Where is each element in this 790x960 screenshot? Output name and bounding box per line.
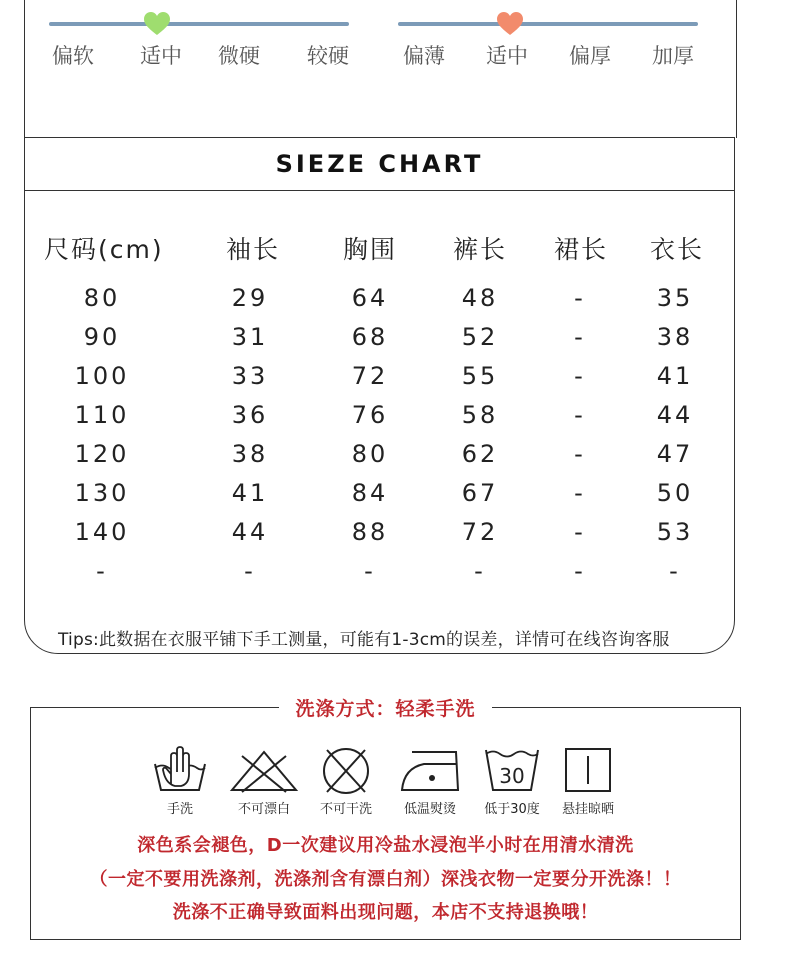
care-item-low-temp-iron	[385, 746, 475, 817]
table-cell: 140	[74, 518, 130, 546]
table-cell: -	[574, 557, 586, 585]
table-cell: 80	[351, 440, 389, 468]
softness-marker-heart-icon	[144, 12, 170, 36]
col-header-size: 尺码(cm)	[44, 235, 164, 264]
softness-scale-line	[49, 22, 349, 26]
table-cell: 90	[83, 323, 121, 351]
table-cell: 44	[656, 401, 694, 429]
table-cell: 36	[231, 401, 269, 429]
washing-notice-2: （一定不要用洗涤剂，洗涤剂含有漂白剂）深浅衣物一定要分开洗涤！！	[89, 869, 682, 890]
wash-30-label: 低于30度	[484, 802, 540, 817]
washing-instructions	[30, 698, 741, 940]
low-temp-iron-icon	[398, 746, 462, 794]
col-header-chest: 胸围	[343, 235, 398, 264]
table-cell: 130	[74, 479, 130, 507]
table-cell: 35	[656, 284, 694, 312]
col-header-pants: 裤长	[453, 235, 508, 264]
table-cell: -	[669, 557, 681, 585]
table-cell: 47	[656, 440, 694, 468]
table-cell: -	[574, 401, 586, 429]
table-cell: 53	[656, 518, 694, 546]
table-cell: 48	[461, 284, 499, 312]
thickness-label-2: 偏厚	[569, 44, 611, 68]
table-cell: 50	[656, 479, 694, 507]
care-item-hang-dry	[543, 746, 633, 817]
no-bleach-label: 不可漂白	[237, 802, 290, 817]
table-cell: 55	[461, 362, 499, 390]
col-header-length: 衣长	[650, 235, 705, 264]
care-item-no-bleach	[219, 746, 309, 817]
table-cell: 31	[231, 323, 269, 351]
hang-dry-icon	[563, 746, 613, 794]
table-cell: 62	[461, 440, 499, 468]
table-cell: 38	[231, 440, 269, 468]
table-cell: -	[244, 557, 256, 585]
table-cell: 120	[74, 440, 130, 468]
size-chart-tips: Tips:此数据在衣服平铺下手工测量，可能有1-3cm的误差，详情可在线咨询客服	[58, 630, 670, 650]
table-cell: -	[364, 557, 376, 585]
hang-dry-label: 悬挂晾晒	[561, 802, 614, 817]
table-cell: 33	[231, 362, 269, 390]
table-cell: 67	[461, 479, 499, 507]
table-cell: 52	[461, 323, 499, 351]
table-cell: 110	[74, 401, 130, 429]
thickness-marker-heart-icon	[497, 12, 523, 36]
no-dry-clean-label: 不可干洗	[319, 802, 372, 817]
softness-label-2: 微硬	[218, 44, 260, 68]
table-cell: 80	[83, 284, 121, 312]
col-header-skirt: 裙长	[554, 235, 609, 264]
table-cell: -	[574, 440, 586, 468]
thickness-label-0: 偏薄	[403, 44, 445, 68]
table-cell: 64	[351, 284, 389, 312]
hand-wash-icon	[151, 746, 209, 794]
thickness-scale-line	[398, 22, 698, 26]
table-cell: -	[96, 557, 108, 585]
care-item-hand-wash	[135, 746, 225, 817]
table-cell: 68	[351, 323, 389, 351]
fabric-feel-panel	[24, 0, 737, 138]
table-cell: -	[574, 284, 586, 312]
softness-label-1: 适中	[140, 44, 182, 68]
softness-label-0: 偏软	[52, 44, 94, 68]
table-cell: 76	[351, 401, 389, 429]
washing-notice-3: 洗涤不正确导致面料出现问题，本店不支持退换哦！	[172, 902, 599, 923]
wash-30-icon	[482, 746, 542, 794]
softness-label-3: 较硬	[307, 44, 349, 68]
table-cell: 88	[351, 518, 389, 546]
table-cell: 41	[231, 479, 269, 507]
table-cell: 38	[656, 323, 694, 351]
table-cell: 29	[231, 284, 269, 312]
table-cell: -	[574, 323, 586, 351]
thickness-label-3: 加厚	[652, 44, 694, 68]
wash-30-temp: 30	[499, 764, 525, 788]
thickness-label-1: 适中	[486, 44, 528, 68]
no-bleach-icon	[228, 746, 300, 794]
washing-notice-1: 深色系会褪色，D一次建议用冷盐水浸泡半小时在用清水清洗	[137, 835, 634, 856]
care-item-no-dry-clean	[301, 746, 391, 817]
size-chart-header	[25, 138, 734, 191]
table-cell: 84	[351, 479, 389, 507]
table-cell: -	[474, 557, 486, 585]
no-dry-clean-icon	[319, 746, 373, 794]
table-cell: 72	[461, 518, 499, 546]
col-header-sleeve: 袖长	[226, 235, 281, 264]
table-cell: -	[574, 362, 586, 390]
table-cell: 58	[461, 401, 499, 429]
table-cell: -	[574, 479, 586, 507]
table-cell: 72	[351, 362, 389, 390]
table-cell: 100	[74, 362, 130, 390]
size-chart-title: SIEZE CHART	[275, 150, 484, 178]
hand-wash-label: 手洗	[166, 802, 193, 817]
low-temp-iron-label: 低温熨烫	[403, 802, 456, 817]
table-cell: 41	[656, 362, 694, 390]
table-cell: -	[574, 518, 586, 546]
table-cell: 44	[231, 518, 269, 546]
size-chart	[24, 137, 735, 654]
washing-title: 洗涤方式：轻柔手洗	[279, 694, 491, 721]
